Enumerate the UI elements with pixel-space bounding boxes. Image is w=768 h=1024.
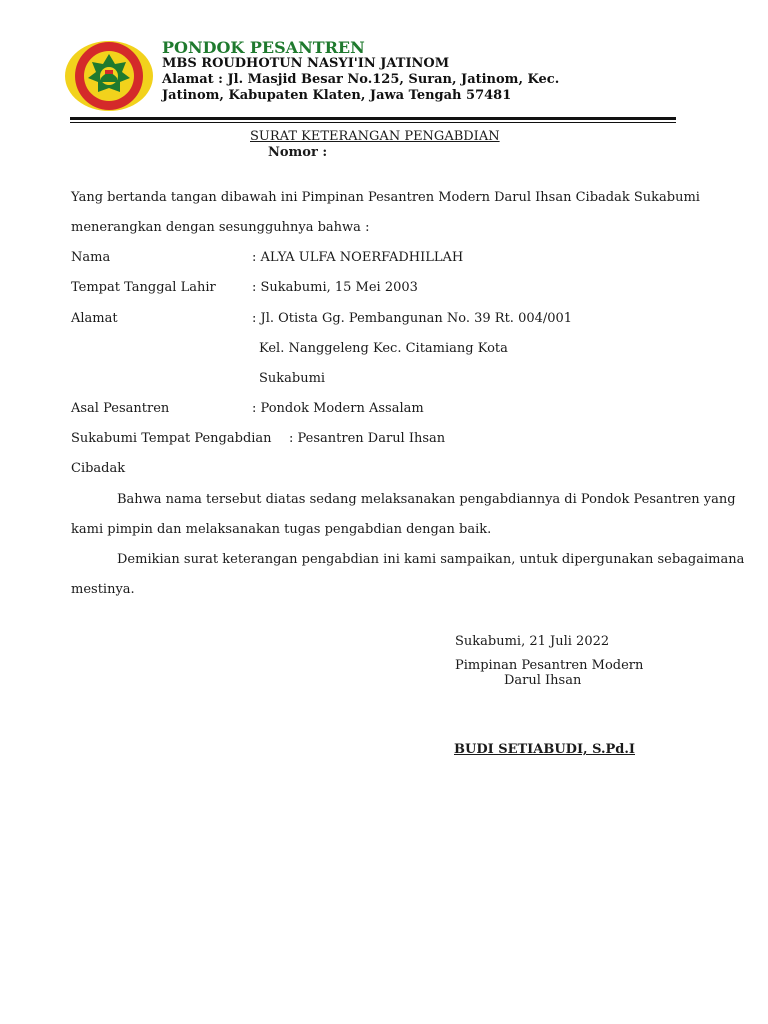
service-value-cont: Cibadak bbox=[71, 461, 126, 476]
birth-label: Tempat Tanggal Lahir bbox=[71, 280, 216, 295]
place-date: Sukabumi, 21 Juli 2022 bbox=[455, 634, 610, 649]
service-value: : Pesantren Darul Ihsan bbox=[289, 431, 446, 446]
service-label: Sukabumi Tempat Pengabdian bbox=[71, 431, 272, 446]
body-paragraph-1-line-1: Bahwa nama tersebut diatas sedang melaksanakan pengabdiannya di Pondok Pesantren yang bbox=[117, 492, 736, 507]
address-label: Alamat bbox=[71, 311, 118, 326]
body-paragraph-2-line-2: mestinya. bbox=[71, 582, 135, 597]
address-value-1: : Jl. Otista Gg. Pembangunan No. 39 Rt. 004/001 bbox=[252, 311, 573, 326]
address-value-3: Sukabumi bbox=[259, 371, 326, 386]
school-name: MBS ROUDHOTUN NASYI'IN JATINOM bbox=[162, 56, 450, 71]
origin-value: : Pondok Modern Assalam bbox=[252, 401, 424, 416]
name-value: : ALYA ULFA NOERFADHILLAH bbox=[252, 250, 464, 265]
origin-label: Asal Pesantren bbox=[71, 401, 170, 416]
intro-line-2: menerangkan dengan sesungguhnya bahwa : bbox=[71, 220, 370, 235]
header-rule bbox=[70, 117, 676, 120]
school-logo bbox=[64, 40, 154, 112]
letter-number: Nomor : bbox=[268, 145, 328, 160]
address-value-2: Kel. Nanggeleng Kec. Citamiang Kota bbox=[259, 341, 508, 356]
intro-line-1: Yang bertanda tangan dibawah ini Pimpinan Pesantren Modern Darul Ihsan Cibadak Sukabumi bbox=[71, 190, 700, 205]
org-name: PONDOK PESANTREN bbox=[162, 38, 365, 57]
signer-position-line-1: Pimpinan Pesantren Modern bbox=[455, 658, 644, 673]
header-rule-thin bbox=[70, 122, 676, 123]
address-line-2: Jatinom, Kabupaten Klaten, Jawa Tengah 57481 bbox=[162, 88, 512, 103]
address-line-1: Alamat : Jl. Masjid Besar No.125, Suran, Jatinom, Kec. bbox=[162, 72, 560, 87]
birth-value: : Sukabumi, 15 Mei 2003 bbox=[252, 280, 418, 295]
signer-name: BUDI SETIABUDI, S.Pd.I bbox=[454, 742, 635, 757]
body-paragraph-1-line-2: kami pimpin dan melaksanakan tugas pengabdian dengan baik. bbox=[71, 522, 492, 537]
name-label: Nama bbox=[71, 250, 111, 265]
body-paragraph-2-line-1: Demikian surat keterangan pengabdian ini kami sampaikan, untuk dipergunakan sebagaimana bbox=[117, 552, 745, 567]
letter-title: SURAT KETERANGAN PENGABDIAN bbox=[250, 129, 500, 144]
signer-position-line-2: Darul Ihsan bbox=[504, 673, 582, 688]
